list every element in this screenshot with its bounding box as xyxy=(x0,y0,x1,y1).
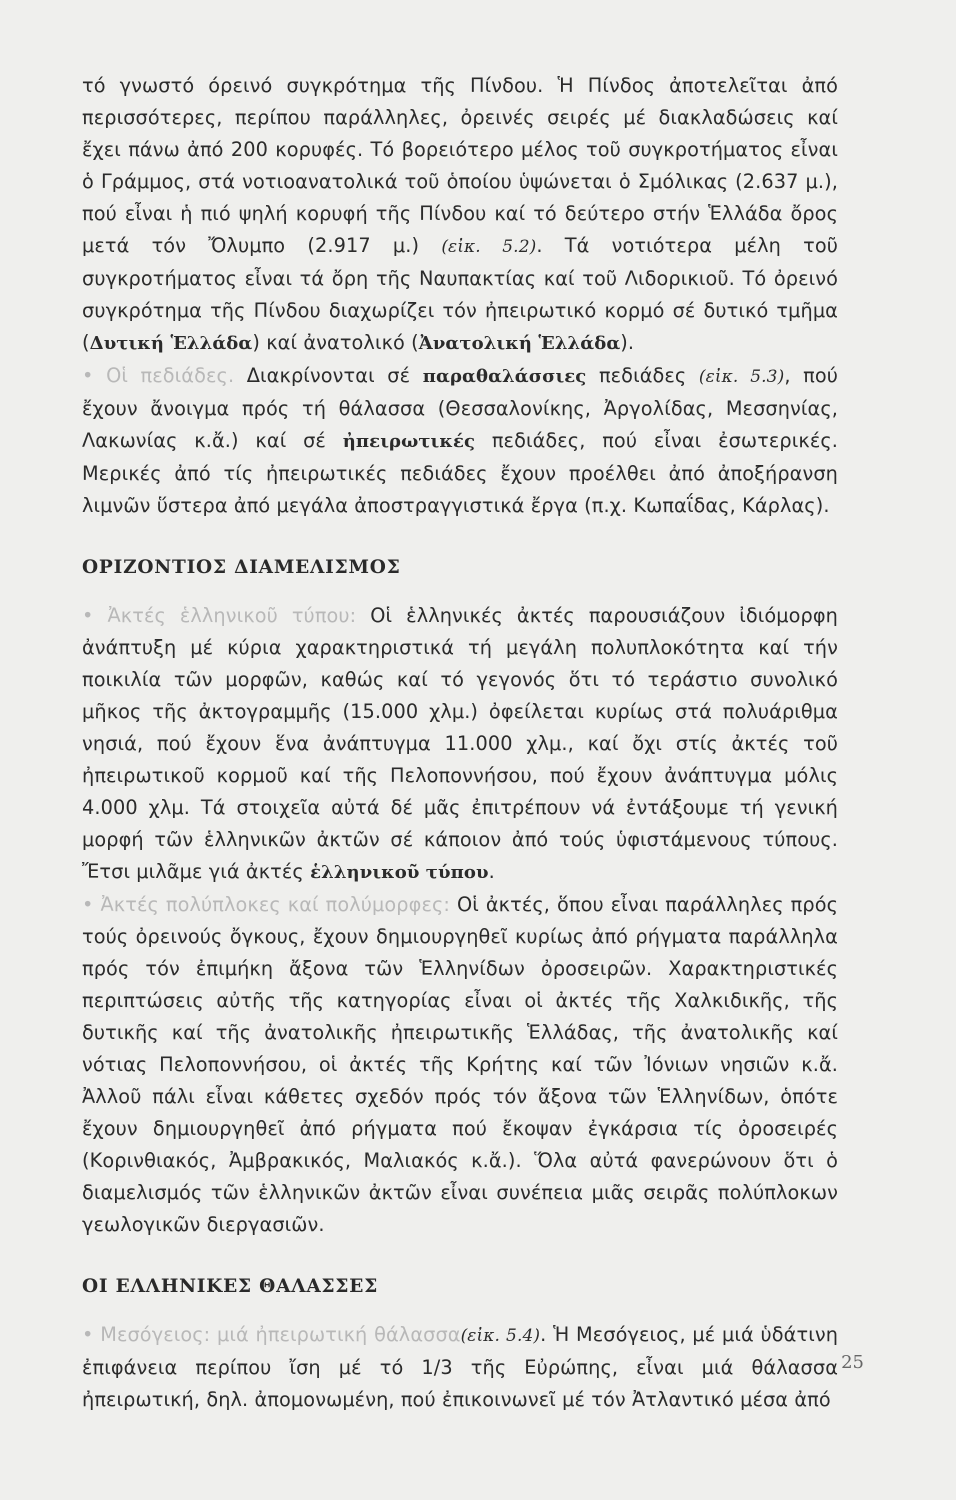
coastal-plains-term: παραθαλάσσιες xyxy=(422,366,587,387)
sea-lead: Μεσόγειος: μιά ἠπειρωτική θάλασσα xyxy=(100,1323,461,1346)
coast1-text-2: . xyxy=(488,860,495,883)
figure-ref-5-2: (εἰκ. 5.2) xyxy=(441,237,537,257)
intro-text-1: τό γνωστό όρεινό συγκρότημα τῆς Πίνδου. Ἡ Πίνδος ἀποτελεῖται ἀπό περισσότερες, περίπου παράλληλες, ὀρεινές σειρές μέ διακλαδώσεις καί ἔχει πάνω ἀπό 200 κορυφές. Τό βορειότερο μέλος τοῦ συγκροτήματος εἶναι ὁ Γράμμος, στά νοτιοανατολικά τοῦ ὁποίου ὑψώνεται ὁ Σμόλικας (2.637 μ.), πού εἶναι ἡ πιό ψηλή κορυφή τῆς Πίνδου καί τό δεύτερο στήν Ἑλλάδα ὄρος μετά τόν Ὄλυμπο (2.917 μ.) xyxy=(82,74,838,257)
bullet-icon: • xyxy=(82,364,94,387)
plains-paragraph xyxy=(82,360,838,522)
coast-complex-paragraph xyxy=(82,889,838,1241)
bullet-icon: • xyxy=(82,604,94,627)
coast1-lead: Ἀκτές ἑλληνικοῦ τύπου: xyxy=(107,604,357,627)
figure-ref-5-4: (εἰκ. 5.4) xyxy=(460,1326,541,1346)
plains-lead: Οἱ πεδιάδες. xyxy=(106,364,235,387)
intro-text-3: ) καί ἀνατολικό ( xyxy=(252,331,419,354)
east-greece-term: Ἀνατολική Ἑλλάδα xyxy=(418,333,621,354)
plains-text-3: , πού ἔχουν ἄνοιγμα πρός τή θάλασσα (Θεσσαλονίκης, Ἀργολίδας, Μεσσηνίας, Λακωνίας κ.ἄ.) καί σέ xyxy=(82,364,838,452)
sea-text-1: . Ἡ Μεσόγειος, μέ μιά ὑδάτινη ἐπιφάνεια περίπου ἴση μέ τό 1/3 τῆς Εὐρώπης, εἶναι μιά θάλασσα ἠπειρωτική, δηλ. ἀπομονωμένη, πού ἐπικοινωνεῖ μέ τόν Ἀτλαντικό μέσα ἀπό xyxy=(82,1323,839,1411)
bullet-icon: • xyxy=(82,1323,94,1346)
bullet-icon: • xyxy=(82,893,94,916)
intro-text-4: ). xyxy=(620,331,635,354)
coast-greek-type-paragraph xyxy=(82,600,838,889)
plains-text-1: Διακρίνονται σέ xyxy=(234,364,423,387)
coast2-text-1: Οἱ ἀκτές, ὅπου εἶναι παράλληλες πρός τούς ὀρεινούς ὄγκους, ἔχουν δημιουργηθεῖ κυρίως ἀπό ρήγματα παράλληλα πρός τόν ἐπιμήκη ἄξονα τῶν Ἑλληνίδων ὀροσειρῶν. Χαρακτηριστικές περιπτώσεις αὐτῆς τῆς κατηγορίας εἶναι οἱ ἀκτές τῆς Χαλκιδικῆς, τῆς δυτικῆς καί τῆς ἀνατολικῆς ἠπειρωτικῆς Ἑλλάδας, τῆς ἀνατολικῆς καί νότιας Πελοποννήσου, οἱ ἀκτές τῆς Κρήτης καί τῶν Ἰόνιων νησιῶν κ.ἄ. Ἀλλοῦ πάλι εἶναι κάθετες σχεδόν πρός τόν ἄξονα τῶν Ἑλληνίδων, ὁπότε ἔχουν δημιουργηθεῖ ἀπό ρήγματα πού ἔκοψαν ἐγκάρσια τίς ὀροσειρές (Κορινθιακός, Ἀμβρακικός, Μαλιακός κ.ἄ.). Ὅλα αὐτά φανερώνουν ὅτι ὁ διαμελισμός τῶν ἑλληνικῶν ἀκτῶν εἶναι συνέπεια μιᾶς σειρᾶς πολύπλοκων γεωλογικῶν διεργασιῶν. xyxy=(82,893,839,1236)
coast2-lead: Ἀκτές πολύπλοκες καί πολύμορφες: xyxy=(100,893,450,916)
page-number: 25 xyxy=(841,1352,864,1373)
intro-text-2: . Τά νοτιότερα μέλη τοῦ συγκροτήματος εἶναι τά ὄρη τῆς Ναυπακτίας καί τοῦ Λιδορικιοῦ. Τό ὀρεινό συγκρότημα τῆς Πίνδου διαχωρίζει τόν ἠπειρωτικό κορμό σέ δυτικό τμῆμα ( xyxy=(82,234,838,354)
section-heading-greek-seas: ΟΙ ΕΛΛΗΝΙΚΕΣ ΘΑΛΑΣΣΕΣ xyxy=(82,1276,379,1297)
west-greece-term: Δυτική Ἑλλάδα xyxy=(89,333,253,354)
figure-ref-5-3: (εἰκ. 5.3) xyxy=(698,367,785,387)
intro-paragraph xyxy=(82,70,838,360)
greek-type-term: ἑλληνικοῦ τύπου xyxy=(310,862,489,883)
inland-plains-term: ἠπειρωτικές xyxy=(342,431,476,452)
mediterranean-paragraph xyxy=(82,1319,838,1416)
coast1-text-1: Οἱ ἑλληνικές ἀκτές παρουσιάζουν ἰδιόμορφη ἀνάπτυξη μέ κύρια χαρακτηριστικά τή μεγάλη πολυπλοκότητα καί τήν ποικιλία τῶν μορφῶν, καθώς καί τό γεγονός ὅτι τό τεράστιο συνολικό μῆκος τῆς ἀκτογραμμῆς (15.000 χλμ.) ὀφείλεται κυρίως στά πολυάριθμα νησιά, πού ἔχουν ἕνα ἀνάπτυγμα 11.000 χλμ., καί ὄχι στίς ἀκτές τοῦ ἠπειρωτικοῦ κορμοῦ καί τῆς Πελοποννήσου, πού ἔχουν ἀνάπτυγμα μόλις 4.000 χλμ. Τά στοιχεῖα αὐτά δέ μᾶς ἐπιτρέπουν νά ἐντάξουμε τή γενική μορφή τῶν ἑλληνικῶν ἀκτῶν σέ κάποιον ἀπό τούς ὑφιστάμενους τύπους. Ἔτσι μιλᾶμε γιά ἀκτές xyxy=(82,604,838,883)
plains-text-4: πεδιάδες, πού εἶναι ἐσωτερικές. Μερικές ἀπό τίς ἠπειρωτικές πεδιάδες ἔχουν προέλθει ἀπό ἀποξήρανση λιμνῶν ὕστερα ἀπό μεγάλα ἀποστραγγιστικά ἔργα (π.χ. Κωπαΐδας, Κάρλας). xyxy=(82,429,838,517)
section-heading-horizontal-division: ΟΡΙΖΟΝΤΙΟΣ ΔΙΑΜΕΛΙΣΜΟΣ xyxy=(82,557,401,578)
text-body xyxy=(82,70,838,1416)
plains-text-2: πεδιάδες xyxy=(586,364,699,387)
